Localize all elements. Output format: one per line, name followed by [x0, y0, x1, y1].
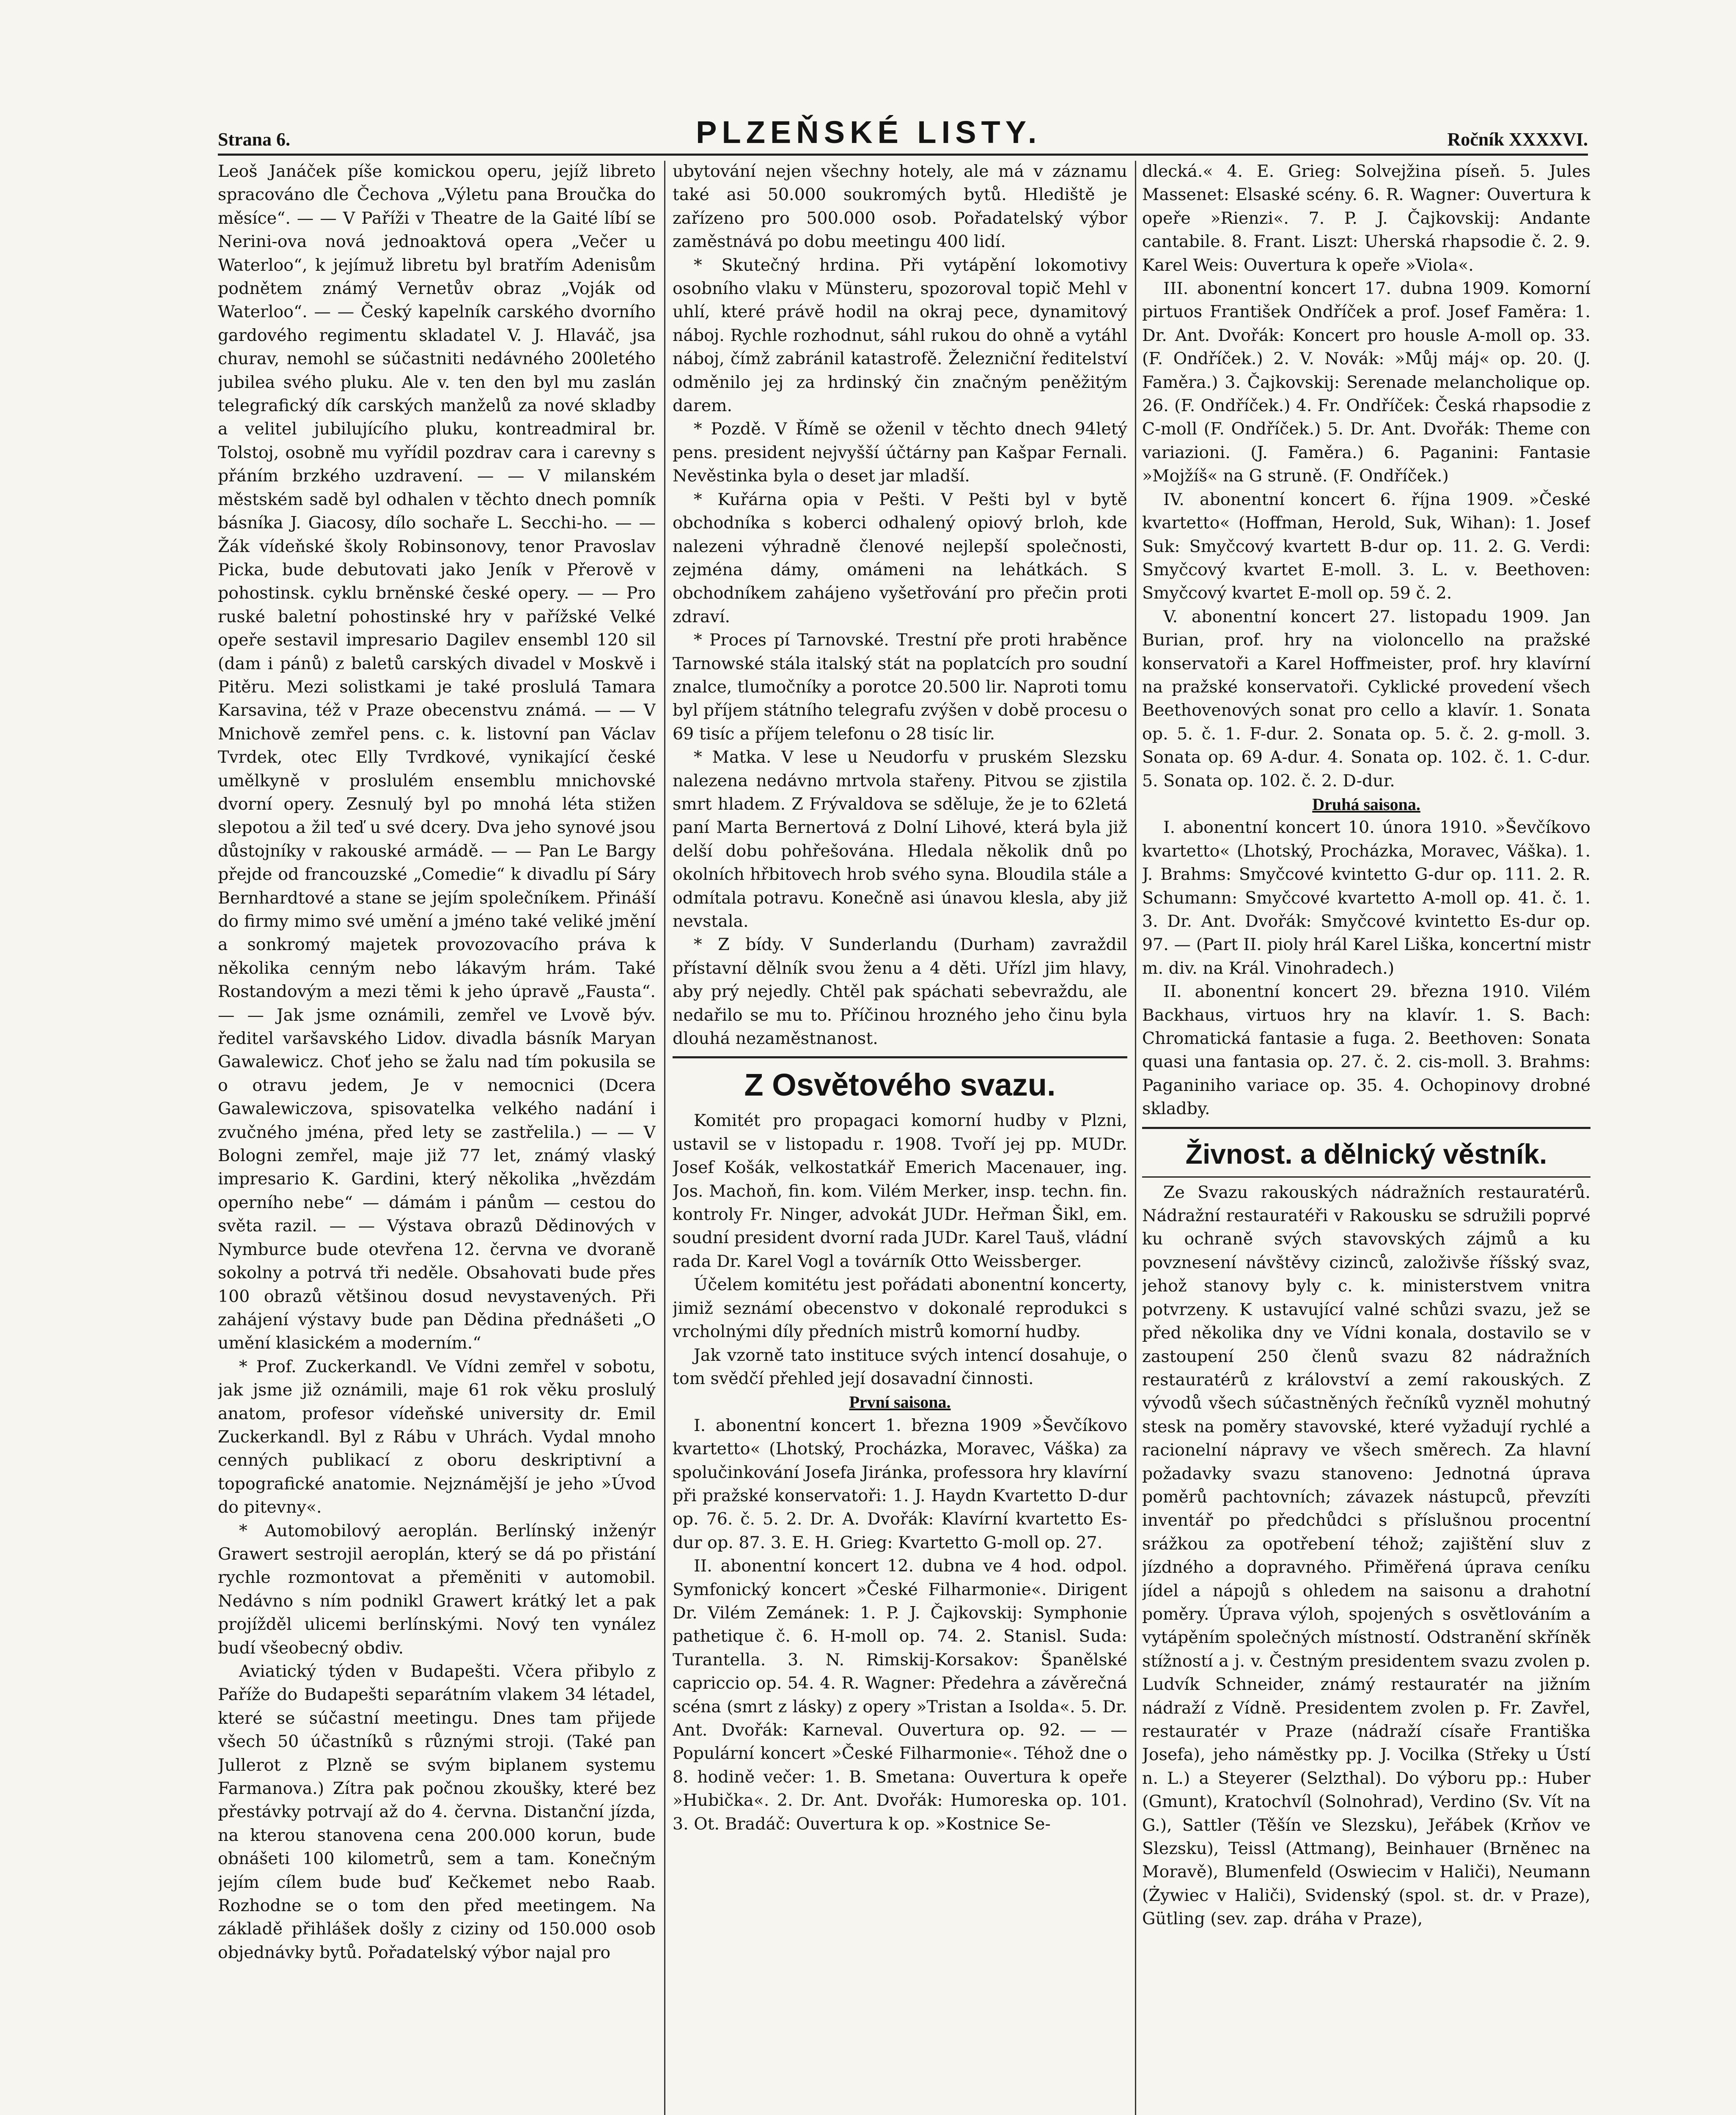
culture-news-paragraph: Leoš Janáček píše komickou operu, jejíž libreto spracováno dle Čechova „Výletu pana Broučka do měsíce“. — — V Paříži v Theatre de la Gaité líbí se Nerini-ova nová jednoaktová opera „Večer u Waterloo“, k jejímuž libretu byl bratřím Adenisům podnětem známý Vernetův obraz „Voják od Waterloo“. — — Český kapelník carského dvorního gardového regimentu skladatel V. J. Hlaváč, jsa churav, nemohl se súčastniti nedávného 200letého jubilea svého pluku. Ale v. ten den byl mu zaslán telegrafický dík carských manželů za nové skladby a velitel jubilujícího pluku, kontreadmiral br. Tolstoj, osobně mu vyřídil pozdrav cara i carevny s přáním brzkého uzdravení. — — V milanském městském sadě byl odhalen v těchto dnech pomník básníka J. Giacosy, dílo sochaře L. Secchi-ho. — — Žák vídeňské školy Robinsonovy, tenor Pravoslav Picka, bude debutovati jako Jeník v Přerově v pohostinsk. cyklu brněnské české opery. — — Pro ruské baletní pohostinské hry v pařížské Velké opeře sestavil impresario Dagilev ensembl 120 sil (dam i pánů) z baletů carských divadel v Moskvě i Pitěru. Mezi solistkami je také proslulá Tamara Karsavina, též v Praze obecenstvu známá. — — V Mnichově zemřel pens. c. k. listovní pan Václav Tvrdek, otec Elly Tvrdkové, vynikající české umělkyně v proslulém ensemblu mnichovské dvorní opery. Zesnulý byl po mnohá léta stižen slepotou a žil teď u své dcery. Dva jeho synové jsou důstojníky v rakouské armádě. — — Pan Le Bargy přejde od francouzské „Comedie“ k divadlu pí Sáry Bernhardtové a stane se jejím společníkem. Přináší do firmy mimo své umění a jméno také veliké jmění a sonkromý majetek provozovacího práva k několika cenným nebo lákavým hrám. Také Rostandovým a mezi těmi k jeho úpravě „Fausta“. — — Jak jsme oznámili, zemřel ve Lvově býv. ředitel varšavského Lidov. divadla básník Maryan Gawalewicz. Choť jeho se žalu nad tím pokusila se o otravu jedem, Je v nemocnici (Dcera Gawalewiczova, spisovatelka velkého nadání i zvučného jména, před lety se zastřelila.) — — V Bologni zemřel, maje již 77 let, známý vlaský impresario K. Gardini, který několika „hvězdám operního nebe“ — dámám i pánům — cestou do světa razil. — — Výstava obrazů Dědinových v Nymburce bude otevřena 12. června ve dvoraně sokolny a potrvá tři neděle. Obsahovati bude přes 100 obrazů většinou dosud nevystavených. Při zahájení výstavy bude pan Dědina přednášeti „O umění klasickém a moderním.“	[218, 162, 656, 1353]
concert-2-continuation: dlecká.« 4. E. Grieg: Solvejžina píseň. 5. Jules Massenet: Elsaské scény. 6. R. Wagner: Ouvertura k opeře »Rienzi«. 7. P. J. Čajkovskij: Andante cantabile. 8. Frant. Liszt: Uherská rhapsodie č. 2. 9. Karel Weis: Ouvertura k opeře »Viola«.	[1142, 162, 1590, 275]
news-item-opium: * Kuřárna opia v Pešti. V Pešti byl v bytě obchodníka s koberci odhalený opiový brloh, kde nalezeni výhradně členové nejlepší společnosti, zejména dámy, omámeni na lehátkách. S obchodníkem zahájeno vyšetřování pro přečin proti zdraví.	[673, 489, 1127, 626]
page-number: Strana 6.	[218, 129, 291, 150]
news-item-trial: * Proces pí Tarnovské. Trestní pře proti hraběnce Tarnowské stála italský stát na poplatcích pro soudní znalce, tlumočníky a porotce 20.500 lir. Naproti tomu byl příjem státního telegrafu zvýšen v době procesu o 69 tisíc a příjem telefonu o 28 tisíc lir.	[673, 630, 1127, 744]
concert-1: I. abonentní koncert 1. března 1909 »Ševčíkovo kvartetto« (Lhotský, Procházka, Moravec, Váška) za spolučinkování Josefa Jiránka, professora hry klavírní při pražské konservatoři: 1. J. Haydn Kvartetto D-dur op. 76. č. 5. 2. Dr. A. Dvořák: Klavírní kvartetto Es-dur op. 87. 3. E. H. Grieg: Kvartetto G-moll op. 27.	[673, 1415, 1127, 1552]
news-item-continuation: ubytování nejen všechny hotely, ale má v záznamu také asi 50.000 soukromých bytů. Hlediště je zařízeno pro 500.000 osob. Pořadatelský výbor zaměstnává po dobu meetingu 400 lidí.	[673, 162, 1127, 252]
news-item-poverty: * Z bídy. V Sunderlandu (Durham) zavraždil přístavní dělník svou ženu a 4 děti. Uřízl jim hlavy, aby prý nejedly. Chtěl pak spáchati sebevraždu, ale nedařilo se mu to. Příčinou hrozného jeho činu byla dlouhá nezaměstnanost.	[673, 935, 1127, 1049]
newspaper-title: PLZEŇSKÉ LISTY.	[696, 115, 1042, 150]
news-item-aviation-week: Aviatický týden v Budapešti. Včera přibylo z Paříže do Budapešti separátním vlakem 34 létadel, které se súčastní meetingu. Dnes tam přijede všech 50 účastníků s různými stroji. (Také pan Jullerot z Plzně se svým biplanem systemu Farmanova.) Zítra pak počnou zkoušky, které bez přestávky potrvají až do 4. června. Distanční jízda, na kterou stanovena cena 200.000 korun, bude obnášeti 100 kilometrů, sem a tam. Konečným jejím cílem bude buď Kečkemet nebo Raab. Rozhodne se o tom den před meetingem. Na základě přihlášek došly z ciziny od 150.000 osob objednávky bytů. Pořadatelský výbor najal pro	[218, 1662, 656, 1962]
news-item-zuckerkandl: * Prof. Zuckerkandl. Ve Vídni zemřel v sobotu, jak jsme již oznámili, maje 61 rok věku proslulý anatom, profesor vídeňské university dr. Emil Zuckerkandl. Byl z Rábu v Uhrách. Vydal mnoho cenných publikací z oboru deskriptivní a topografické anatomie. Nejznámější je jeho »Úvod do pitevny«.	[218, 1357, 656, 1517]
concert-5: V. abonentní koncert 27. listopadu 1909. Jan Burian, prof. hry na violoncello na pražské konservatoři a Karel Hoffmeister, prof. hry klavírní na pražské konservatoři. Cyklické provedení všech Beethovenových sonat pro cello a klavír. 1. Sonata op. 5. č. 1. F-dur. 2. Sonata op. 5. č. 2. g-moll. 3. Sonata op. 69 A-dur. 4. Sonata op. 102. č. 1. C-dur. 5. Sonata op. 102. č. 2. D-dur.	[1142, 607, 1590, 791]
second-season-concert-2: II. abonentní koncert 29. března 1910. Vilém Backhaus, virtuos hry na klavír. 1. S. Bach: Chromatická fantasie a fuga. 2. Beethoven: Sonata quasi una fantasia op. 27. č. 2. cis-moll. 3. Brahms: Paganiniho variace op. 35. 4. Ochopinovy drobné skladby.	[1142, 982, 1590, 1119]
concert-4: IV. abonentní koncert 6. října 1909. »České kvartetto« (Hoffman, Herold, Suk, Wihan): 1. Josef Suk: Smyčcový kvartett B-dur op. 11. 2. G. Verdi: Smyčcový kvartet E-moll. 3. L. v. Beethoven: Smyčcový kvartet E-moll op. 59 č. 2.	[1142, 489, 1590, 603]
section-divider	[673, 1056, 1127, 1058]
volume-number: Ročník XXXXVI.	[1447, 129, 1588, 150]
section-heading-osvetovy-svaz: Z Osvětového svazu.	[744, 1067, 1056, 1103]
column-3	[1142, 160, 1590, 2115]
page-header	[218, 108, 1588, 156]
concert-3: III. abonentní koncert 17. dubna 1909. Komorní pirtuos František Ondříček a prof. Josef Faměra: 1. Dr. Ant. Dvořák: Koncert pro housle A-moll op. 33. (F. Ondříček.) 2. V. Novák: »Můj máj« op. 20. (J. Faměra.) 3. Čajkovskij: Serenade melancholique op. 26. (F. Ondříček.) 4. Fr. Ondříček: Česká rhapsodie z C-moll (F. Ondříček.) 5. Dr. Ant. Dvořák: Theme con variazioni. (J. Faměra.) 6. Paganini: Fantasie »Mojžíš« na G struně. (F. Ondříček.)	[1142, 279, 1590, 486]
purpose-paragraph: Účelem komitétu jest pořádati abonentní koncerty, jimiž seznámí obecenstvo v dokonalé reprodukci s vrcholnými díly předních mistrů komorní hudby.	[673, 1275, 1127, 1342]
section-divider	[1142, 1176, 1590, 1178]
column-1	[218, 160, 656, 2115]
news-item-aeroplane: * Automobilový aeroplán. Berlínský inženýr Grawert sestrojil aeroplán, který se dá po přistání rychle rozmontovat a přeměniti v automobil. Nedávno s ním podnikl Grawert krátký let a pak projížděl ulicemi berlínskými. Nový ten vynález budí všeobecný obdiv.	[218, 1521, 656, 1658]
concert-2: II. abonentní koncert 12. dubna ve 4 hod. odpol. Symfonický koncert »České Filharmonie«. Dirigent Dr. Vilém Zemánek: 1. P. J. Čajkovskij: Symphonie pathetique č. 6. H-moll op. 74. 2. Stanisl. Suda: Turantella. 3. N. Rimskij-Korsakov: Španělské capriccio op. 54. 4. R. Wagner: Předehra a závěrečná scéna (smrt z lásky) z opery »Tristan a Isolda«. 5. Dr. Ant. Dvořák: Karneval. Ouvertura op. 92. — — Populární koncert »České Filharmonie«. Téhož dne o 8. hodině večer: 1. B. Smetana: Ouvertura k opeře »Hubička«. 2. Dr. Ant. Dvořák: Humoreska op. 101. 3. Ot. Bradáč: Ouvertura k op. »Kostnice Se-	[673, 1556, 1127, 1834]
season-heading-second: Druhá saisona.	[1312, 794, 1420, 814]
news-item-hero: * Skutečný hrdina. Při vytápění lokomotivy osobního vlaku v Münsteru, spozoroval topič Mehl v uhlí, které právě hodil na okraj pece, dynamitový náboj. Rychle rozhodnut, sáhl rukou do ohně a vytáhl náboj, čímž zabránil katastrofě. Železniční ředitelství odměnilo jej za hrdinský čin značným peněžitým darem.	[673, 255, 1127, 416]
committee-paragraph: Komitét pro propagaci komorní hudby v Plzni, ustavil se v listopadu r. 1908. Tvoří jej pp. MUDr. Josef Košák, velkostatkář Emerich Macenauer, ing. Jos. Machoň, fin. kom. Vilém Merker, insp. techn. fin. kontroly Fr. Ninger, advokát JUDr. Heřman Šikl, em. soudní president dvorní rada JUDr. Karel Tauš, vládní rada Dr. Karel Vogl a továrník Otto Weissberger.	[673, 1111, 1127, 1271]
news-item-late: * Pozdě. V Římě se oženil v těchto dnech 94letý pens. president nejvyšší účtárny pan Kašpar Fernali. Nevěstinka byla o deset jar mladší.	[673, 419, 1127, 486]
season-heading-first: První saisona.	[849, 1393, 951, 1412]
section-heading-zivnost: Živnost. a dělnický věstník.	[1185, 1138, 1547, 1170]
column-divider	[1135, 161, 1136, 2115]
overview-paragraph: Jak vzorně tato instituce svých intencí dosahuje, o tom svědčí přehled její dosavadní činnosti.	[673, 1345, 1127, 1388]
restaurateurs-article: Ze Svazu rakouských nádražních restauratérů. Nádražní restauratéři v Rakousku se sdružili poprvé ku ochraně svých stavovských zájmů a ku povznesení návštěvy cizinců, založivše říšský svaz, jehož stanovy byly c. k. ministerstvem vnitra potvrzeny. K ustavující valné schůzi svazu, jež se před několika dny ve Vídni konala, dostavilo se v zastoupení 250 členů svazu 82 nádražních restauratérů z království a zemí rakouských. Z vývodů všech súčastněných řečníků vyzněl mohutný stesk na poměry stavovské, které vyžadují rychlé a racionelní nápravy ve všech směrech. Za hlavní požadavky svazu stanoveno: Jednotná úprava poměrů pachtovních; závazek nástupců, převzíti inventář po předchůdci s příslušnou procentní srážkou za opotřebení téhož; zajištění sluv z jízdného a dopravného. Přiměřená úprava ceníku jídel a nápojů s ohledem na saisonu a drahotní poměry. Úprava výloh, spojených s osvětlováním a vytápěním společných místností. Odstranění skříněk stížností a j. v. Čestným presidentem svazu zvolen p. Ludvík Schneider, známý restauratér na jižním nádraží z Vídně. Presidentem zvolen p. Fr. Zavřel, restauratér v Praze (nádraží císaře Františka Josefa), jeho náměstky pp. J. Vocilka (Střeky u Ústí n. L.) a Steyerer (Selzthal). Do výboru pp.: Huber (Gmunt), Kratochvíl (Solnohrad), Verdino (Sv. Vít na G.), Sattler (Těšín ve Slezsku), Jeřábek (Krňov ve Slezsku), Teissl (Attmang), Beinhauer (Brněnec na Moravě), Blumenfeld (Oswiecim v Haliči), Neumann (Żywiec v Haliči), Svidenský (spol. st. dr. v Praze), Gütling (sev. zap. dráha v Praze),	[1142, 1182, 1590, 1929]
column-2	[673, 160, 1127, 2115]
section-divider	[1142, 1127, 1590, 1129]
second-season-concert-1: I. abonentní koncert 10. února 1910. »Ševčíkovo kvartetto« (Lhotský, Procházka, Moravec, Váška). 1. J. Brahms: Smyčcové kvintetto G-dur op. 111. 2. R. Schumann: Smyčcové kvartetto A-moll op. 41. č. 1. 3. Dr. Ant. Dvořák: Smyčcové kvintetto Es-dur op. 97. — (Part II. pioly hrál Karel Liška, koncertní mistr m. div. na Král. Vinohradech.)	[1142, 818, 1590, 978]
news-item-mother: * Matka. V lese u Neudorfu v pruském Slezsku nalezena nedávno mrtvola stařeny. Pitvou se zjistila smrt hladem. Z Frývaldova se sděluje, že je to 62letá paní Marta Bernertová z Dolní Lihové, která byla již delší dobu pohřešována. Hledala několik dnů po okolních hřbitovech hrob svého syna. Bloudila stále a odmítala potravu. Konečně asi únavou klesla, aby již nevstala.	[673, 747, 1127, 931]
column-divider	[664, 161, 665, 2115]
